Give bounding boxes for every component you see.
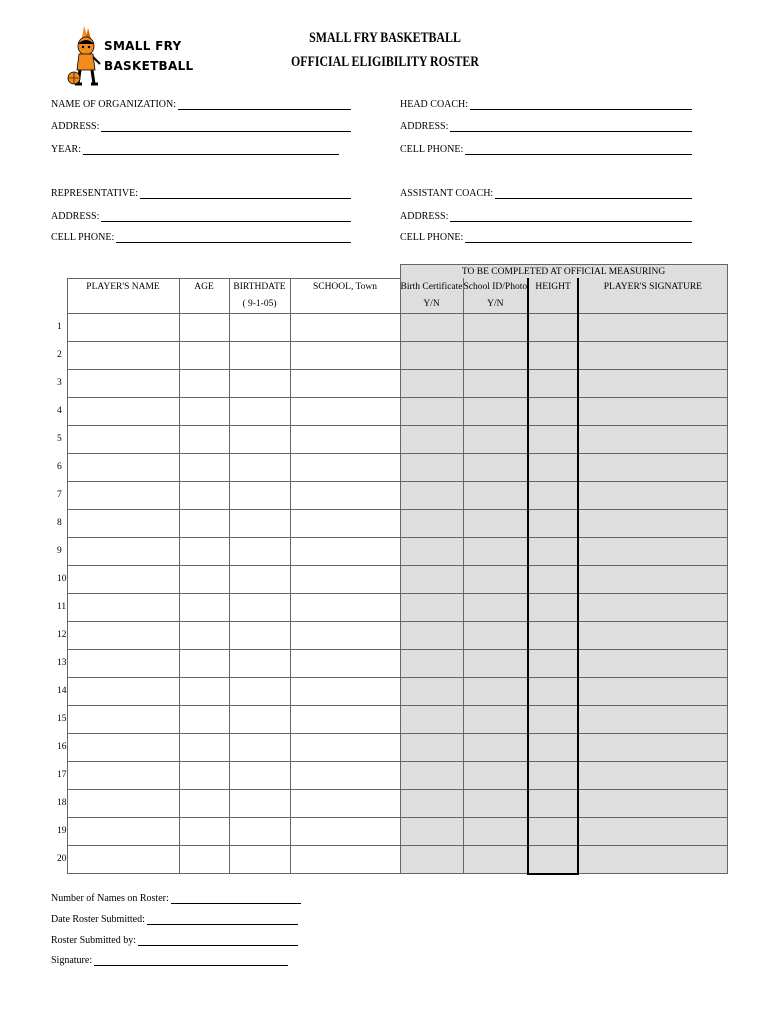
row-number: 10 [51,565,67,593]
col-height: HEIGHT [528,278,578,296]
col-school: SCHOOL, Town [290,278,400,296]
roster-row [51,313,727,341]
signature-cell[interactable] [578,481,727,509]
representative-field[interactable] [51,188,351,201]
player-name-cell[interactable] [67,845,179,874]
signature-cell[interactable] [578,677,727,705]
row-number: 6 [51,453,67,481]
logo-text-line2: BASKETBALL [104,59,194,73]
birthdate-cell[interactable] [229,481,290,509]
school-id-cell[interactable] [463,313,528,341]
age-cell[interactable] [179,537,229,565]
row-number: 11 [51,593,67,621]
birth-certificate-cell[interactable] [400,705,463,733]
signature-cell[interactable] [578,509,727,537]
school-id-cell[interactable] [463,453,528,481]
birth-certificate-cell[interactable] [400,537,463,565]
age-cell[interactable] [179,733,229,761]
roster-row [51,733,727,761]
field-label: ADDRESS: [400,121,449,132]
school-cell[interactable] [290,397,400,425]
player-name-cell[interactable] [67,425,179,453]
birthdate-cell[interactable] [229,761,290,789]
height-cell[interactable] [528,425,578,453]
birthdate-cell[interactable] [229,397,290,425]
birth-certificate-cell[interactable] [400,397,463,425]
player-name-cell[interactable] [67,593,179,621]
birth-certificate-cell[interactable] [400,481,463,509]
school-cell[interactable] [290,369,400,397]
field-label: ADDRESS: [400,211,449,222]
roster-row [51,677,727,705]
school-id-cell[interactable] [463,761,528,789]
signature-cell[interactable] [578,733,727,761]
birth-certificate-yn: Y/N [400,296,463,314]
height-cell[interactable] [528,453,578,481]
birth-certificate-cell[interactable] [400,845,463,874]
birth-certificate-cell[interactable] [400,817,463,845]
age-cell[interactable] [179,425,229,453]
col-age: AGE [179,278,229,296]
birth-certificate-cell[interactable] [400,677,463,705]
field-label: Date Roster Submitted: [51,914,145,925]
row-number: 9 [51,537,67,565]
player-name-cell[interactable] [67,789,179,817]
roster-row [51,341,727,369]
roster-row [51,789,727,817]
organization-name-field[interactable] [51,99,351,112]
school-cell[interactable] [290,481,400,509]
signature-cell[interactable] [578,845,727,874]
roster-table [51,264,728,875]
assistant-coach-field[interactable] [400,188,692,201]
school-cell[interactable] [290,789,400,817]
birthdate-cell[interactable] [229,677,290,705]
col-player-name: PLAYER'S NAME [67,278,179,296]
birthdate-cell[interactable] [229,621,290,649]
birthdate-cell[interactable] [229,705,290,733]
player-name-cell[interactable] [67,621,179,649]
school-cell[interactable] [290,537,400,565]
signature-cell[interactable] [578,313,727,341]
roster-row [51,593,727,621]
signature-cell[interactable] [578,649,727,677]
school-cell[interactable] [290,313,400,341]
player-name-cell[interactable] [67,341,179,369]
age-cell[interactable] [179,313,229,341]
roster-row [51,705,727,733]
school-id-cell[interactable] [463,621,528,649]
roster-row [51,369,727,397]
head-coach-field[interactable] [400,99,692,112]
school-cell[interactable] [290,705,400,733]
school-id-cell[interactable] [463,845,528,874]
birth-certificate-cell[interactable] [400,593,463,621]
height-cell[interactable] [528,733,578,761]
height-cell[interactable] [528,705,578,733]
row-number: 16 [51,733,67,761]
height-cell[interactable] [528,369,578,397]
player-name-cell[interactable] [67,397,179,425]
school-cell[interactable] [290,453,400,481]
school-cell[interactable] [290,593,400,621]
row-number: 7 [51,481,67,509]
col-signature: PLAYER'S SIGNATURE [578,278,727,296]
representative-address-field[interactable] [51,211,351,224]
birthdate-cell[interactable] [229,845,290,874]
birth-certificate-cell[interactable] [400,761,463,789]
age-cell[interactable] [179,509,229,537]
height-cell[interactable] [528,537,578,565]
age-cell[interactable] [179,705,229,733]
age-cell[interactable] [179,845,229,874]
field-label: Signature: [51,955,93,966]
field-label: Roster Submitted by: [51,935,136,946]
birthdate-cell[interactable] [229,817,290,845]
row-number: 19 [51,817,67,845]
birth-certificate-cell[interactable] [400,369,463,397]
birthdate-cell[interactable] [229,313,290,341]
date-submitted-field[interactable] [51,914,298,927]
signature-cell[interactable] [578,593,727,621]
age-cell[interactable] [179,453,229,481]
player-name-cell[interactable] [67,453,179,481]
signature-cell[interactable] [578,761,727,789]
assistant-coach-cell-phone-field[interactable] [400,232,692,245]
age-cell[interactable] [179,481,229,509]
birthdate-cell[interactable] [229,733,290,761]
school-cell[interactable] [290,425,400,453]
school-id-cell[interactable] [463,817,528,845]
head-coach-cell-phone-field[interactable] [400,144,692,157]
representative-cell-phone-field[interactable] [51,232,351,245]
school-id-cell[interactable] [463,481,528,509]
row-number: 15 [51,705,67,733]
school-id-cell[interactable] [463,369,528,397]
col-birthdate: BIRTHDATE [229,278,290,296]
age-cell[interactable] [179,565,229,593]
signature-cell[interactable] [578,537,727,565]
form-title: SMALL FRY BASKETBALL [309,30,461,46]
school-cell[interactable] [290,677,400,705]
number-of-names-field[interactable] [51,893,301,906]
height-cell[interactable] [528,397,578,425]
school-cell[interactable] [290,733,400,761]
birth-certificate-cell[interactable] [400,565,463,593]
age-cell[interactable] [179,593,229,621]
birthdate-cell[interactable] [229,369,290,397]
signature-cell[interactable] [578,341,727,369]
field-label: ASSISTANT COACH: [400,188,494,199]
birthdate-cell[interactable] [229,593,290,621]
small-fry-logo [64,24,194,94]
row-number: 18 [51,789,67,817]
field-label: CELL PHONE: [400,232,464,243]
birthdate-example: ( 9-1-05) [229,296,290,314]
age-cell[interactable] [179,621,229,649]
field-label: CELL PHONE: [400,144,464,155]
form-subtitle: OFFICIAL ELIGIBILITY ROSTER [291,54,479,70]
roster-row [51,817,727,845]
row-number: 20 [51,845,67,874]
roster-row [51,453,727,481]
assistant-coach-address-field[interactable] [400,211,692,224]
player-name-cell[interactable] [67,705,179,733]
school-id-cell[interactable] [463,509,528,537]
age-cell[interactable] [179,649,229,677]
logo-text-line1: SMALL FRY [104,39,182,53]
player-name-cell[interactable] [67,733,179,761]
field-label: CELL PHONE: [51,232,115,243]
school-cell[interactable] [290,621,400,649]
field-label: ADDRESS: [51,211,100,222]
height-cell[interactable] [528,649,578,677]
roster-row [51,397,727,425]
birthdate-cell[interactable] [229,649,290,677]
signature-cell[interactable] [578,817,727,845]
signature-cell[interactable] [578,565,727,593]
player-name-cell[interactable] [67,537,179,565]
height-cell[interactable] [528,313,578,341]
age-cell[interactable] [179,817,229,845]
player-name-cell[interactable] [67,649,179,677]
school-id-cell[interactable] [463,565,528,593]
height-cell[interactable] [528,481,578,509]
school-cell[interactable] [290,565,400,593]
signature-cell[interactable] [578,789,727,817]
school-id-cell[interactable] [463,733,528,761]
row-number: 4 [51,397,67,425]
player-name-cell[interactable] [67,481,179,509]
school-cell[interactable] [290,341,400,369]
school-id-cell[interactable] [463,593,528,621]
birth-certificate-cell[interactable] [400,453,463,481]
row-number: 5 [51,425,67,453]
signature-cell[interactable] [578,397,727,425]
school-id-yn: Y/N [463,296,528,314]
signature-cell[interactable] [578,621,727,649]
row-number: 3 [51,369,67,397]
birthdate-cell[interactable] [229,425,290,453]
official-measuring-header: TO BE COMPLETED AT OFFICIAL MEASURING [400,265,727,279]
birth-certificate-cell[interactable] [400,313,463,341]
birthdate-cell[interactable] [229,565,290,593]
school-cell[interactable] [290,817,400,845]
roster-row [51,509,727,537]
row-number: 8 [51,509,67,537]
row-number: 14 [51,677,67,705]
school-id-cell[interactable] [463,341,528,369]
birth-certificate-cell[interactable] [400,621,463,649]
row-number: 2 [51,341,67,369]
birth-certificate-cell[interactable] [400,425,463,453]
player-name-cell[interactable] [67,565,179,593]
birth-certificate-cell[interactable] [400,341,463,369]
player-name-cell[interactable] [67,817,179,845]
school-id-cell[interactable] [463,677,528,705]
row-number: 13 [51,649,67,677]
col-school-id: School ID/Photo [463,278,528,296]
roster-row [51,649,727,677]
row-number: 12 [51,621,67,649]
birth-certificate-cell[interactable] [400,649,463,677]
age-cell[interactable] [179,397,229,425]
signature-cell[interactable] [578,369,727,397]
head-coach-address-field[interactable] [400,121,692,134]
birthdate-cell[interactable] [229,537,290,565]
signature-cell[interactable] [578,453,727,481]
height-cell[interactable] [528,817,578,845]
school-cell[interactable] [290,845,400,874]
roster-row [51,621,727,649]
submitted-by-field[interactable] [51,935,298,948]
player-name-cell[interactable] [67,677,179,705]
height-cell[interactable] [528,761,578,789]
birthdate-cell[interactable] [229,509,290,537]
birthdate-cell[interactable] [229,341,290,369]
school-cell[interactable] [290,649,400,677]
field-label: Number of Names on Roster: [51,893,169,904]
roster-row [51,565,727,593]
col-birth-certificate: Birth Certificate [400,278,463,296]
signature-field[interactable] [51,955,288,968]
field-label: NAME OF ORGANIZATION: [51,99,176,110]
age-cell[interactable] [179,789,229,817]
school-id-cell[interactable] [463,649,528,677]
row-number: 1 [51,313,67,341]
field-label: REPRESENTATIVE: [51,188,138,199]
roster-row [51,845,727,874]
roster-row [51,537,727,565]
age-cell[interactable] [179,677,229,705]
birth-certificate-cell[interactable] [400,733,463,761]
birth-certificate-cell[interactable] [400,789,463,817]
height-cell[interactable] [528,789,578,817]
age-cell[interactable] [179,341,229,369]
school-id-cell[interactable] [463,789,528,817]
field-label: ADDRESS: [51,121,100,132]
birthdate-cell[interactable] [229,453,290,481]
organization-address-field[interactable] [51,121,351,134]
birthdate-cell[interactable] [229,789,290,817]
player-name-cell[interactable] [67,369,179,397]
player-name-cell[interactable] [67,761,179,789]
height-cell[interactable] [528,593,578,621]
year-field[interactable] [51,144,351,157]
field-label: HEAD COACH: [400,99,469,110]
school-id-cell[interactable] [463,705,528,733]
roster-row [51,761,727,789]
player-name-cell[interactable] [67,313,179,341]
height-cell[interactable] [528,677,578,705]
signature-cell[interactable] [578,705,727,733]
birth-certificate-cell[interactable] [400,509,463,537]
school-id-cell[interactable] [463,537,528,565]
height-cell[interactable] [528,621,578,649]
age-cell[interactable] [179,369,229,397]
height-cell[interactable] [528,845,578,874]
age-cell[interactable] [179,761,229,789]
school-cell[interactable] [290,509,400,537]
height-cell[interactable] [528,509,578,537]
signature-cell[interactable] [578,425,727,453]
school-id-cell[interactable] [463,397,528,425]
field-label: YEAR: [51,144,81,155]
school-cell[interactable] [290,761,400,789]
roster-row [51,481,727,509]
height-cell[interactable] [528,341,578,369]
height-cell[interactable] [528,565,578,593]
roster-row [51,425,727,453]
school-id-cell[interactable] [463,425,528,453]
row-number: 17 [51,761,67,789]
player-name-cell[interactable] [67,509,179,537]
